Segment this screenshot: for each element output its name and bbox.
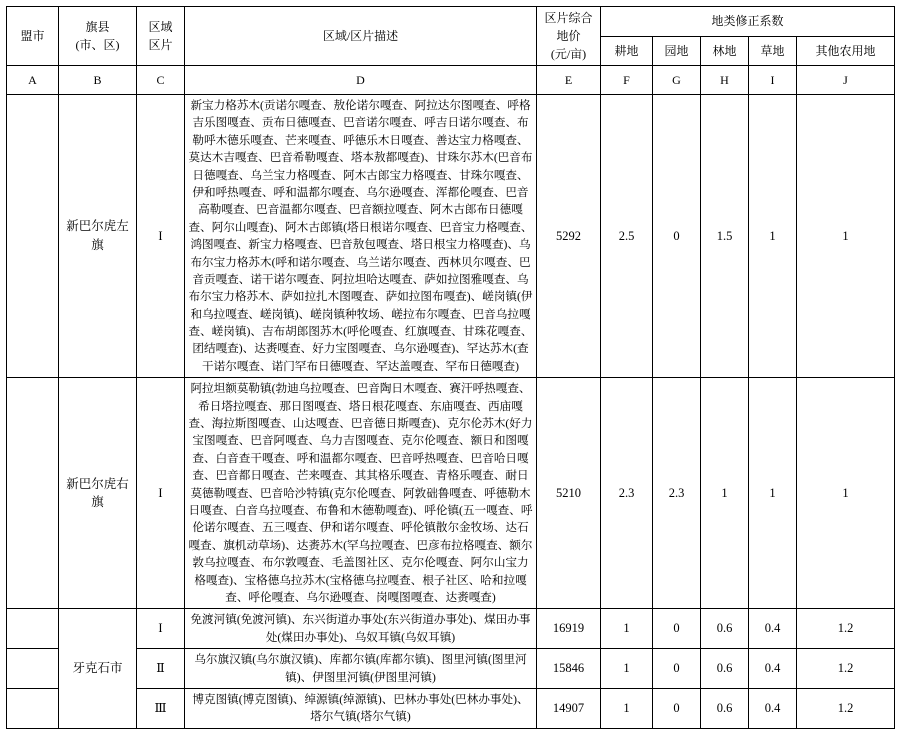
- cell-league: [7, 688, 59, 728]
- letter-b: B: [59, 66, 137, 95]
- cell-zone: Ⅱ: [137, 649, 185, 689]
- cell-coef-garden: 0: [653, 649, 701, 689]
- cell-coef-forest: 1: [701, 378, 749, 609]
- cell-coef-cultivated: 1: [601, 688, 653, 728]
- land-price-table: [6, 6, 895, 729]
- cell-county: 新巴尔虎右旗: [59, 378, 137, 609]
- cell-price: 14907: [537, 688, 601, 728]
- letter-f: F: [601, 66, 653, 95]
- cell-price: 5210: [537, 378, 601, 609]
- cell-description: 免渡河镇(免渡河镇)、东兴街道办事处(东兴街道办事处)、煤田办事处(煤田办事处)、乌奴耳镇(乌奴耳镇): [185, 609, 537, 649]
- letter-h: H: [701, 66, 749, 95]
- cell-description: 新宝力格苏木(贡诺尔嘎查、敖伦诺尔嘎查、阿拉达尔图嘎查、呼格吉乐图嘎查、贡布日德嘎查、巴音诺尔嘎查、呼吉日诺尔嘎查、布勒呼木德乐嘎查、芒来嘎查、呼德乐木日嘎查、善达宝力格嘎查、莫达木吉嘎查、巴音希勒嘎查、塔本敖都嘎查)、甘珠尔苏木(巴音布日德嘎查、乌兰宝力格嘎查、阿木古郎宝力格嘎查、甘珠尔嘎查、伊和呼热嘎查、呼和温都尔嘎查、乌尔逊嘎查、浑都伦嘎查、巴音高勒嘎查、巴音温都尔嘎查、巴音额拉嘎查、阿木古郎布日德嘎查、阿尔山嘎查)、阿木古郎镇(塔日根诺尔嘎查、巴音宝力格嘎查、鸿图嘎查、新宝力格嘎查、巴音敖包嘎查、塔日根宝力格嘎查)、乌布尔宝力格苏木(呼和诺尔嘎查、乌兰诺尔嘎查、西林贝尔嘎查、巴音贡嘎查、诺干诺尔嘎查、阿拉坦哈达嘎查、萨如拉图雅嘎查、乌布尔宝力格苏木、萨如拉扎木图嘎查、萨如拉图布嘎查)、嵯岗镇(伊和乌拉嘎查、嵯岗镇)、嵯岗镇种牧场、嵯拉布尔嘎查、巴音乌拉嘎查、嵯岗镇)、吉布胡郎图苏木(呼伦嘎查、红旗嘎查、甘珠花嘎查、团结嘎查)、达赉嘎查、好力宝图嘎查、乌尔逊嘎查)、罕达苏木(查干诺尔嘎查、诺门罕布日德嘎查、罕达盖嘎查、罕布日德嘎查): [185, 95, 537, 378]
- cell-county: 牙克石市: [59, 609, 137, 728]
- cell-price: 5292: [537, 95, 601, 378]
- cell-coef-other: 1.2: [797, 609, 895, 649]
- table-row: [7, 609, 895, 649]
- letter-g: G: [653, 66, 701, 95]
- cell-coef-cultivated: 2.5: [601, 95, 653, 378]
- header-col-j: 其他农用地: [797, 36, 895, 66]
- cell-coef-other: 1.2: [797, 649, 895, 689]
- letter-a: A: [7, 66, 59, 95]
- cell-coef-other: 1: [797, 95, 895, 378]
- table-row: [7, 378, 895, 609]
- header-col-e: 区片综合 地价 (元/亩): [537, 7, 601, 66]
- cell-zone: Ⅲ: [137, 688, 185, 728]
- cell-coef-other: 1.2: [797, 688, 895, 728]
- header-col-g: 园地: [653, 36, 701, 66]
- cell-coef-cultivated: 2.3: [601, 378, 653, 609]
- cell-description: 乌尔旗汉镇(乌尔旗汉镇)、库都尔镇(库都尔镇)、图里河镇(图里河镇)、伊图里河镇(伊图里河镇): [185, 649, 537, 689]
- cell-league: [7, 609, 59, 649]
- header-coefficient-group: 地类修正系数: [601, 7, 895, 37]
- cell-coef-garden: 0: [653, 688, 701, 728]
- header-col-h: 林地: [701, 36, 749, 66]
- header-col-d: 区域/区片描述: [185, 7, 537, 66]
- cell-coef-garden: 2.3: [653, 378, 701, 609]
- cell-zone: I: [137, 378, 185, 609]
- cell-description: 博克图镇(博克图镇)、绰源镇(绰源镇)、巴林办事处(巴林办事处)、塔尔气镇(塔尔气镇): [185, 688, 537, 728]
- cell-coef-forest: 0.6: [701, 649, 749, 689]
- cell-coef-other: 1: [797, 378, 895, 609]
- header-col-b: 旗县 (市、区): [59, 7, 137, 66]
- cell-zone: I: [137, 609, 185, 649]
- cell-coef-grass: 0.4: [749, 688, 797, 728]
- cell-county: 新巴尔虎左旗: [59, 95, 137, 378]
- letter-j: J: [797, 66, 895, 95]
- header-col-i: 草地: [749, 36, 797, 66]
- table-row: [7, 688, 895, 728]
- cell-coef-cultivated: 1: [601, 649, 653, 689]
- cell-zone: I: [137, 95, 185, 378]
- letter-d: D: [185, 66, 537, 95]
- header-col-a: 盟市: [7, 7, 59, 66]
- cell-coef-cultivated: 1: [601, 609, 653, 649]
- column-letter-row: [7, 66, 895, 95]
- cell-price: 15846: [537, 649, 601, 689]
- cell-price: 16919: [537, 609, 601, 649]
- cell-coef-forest: 0.6: [701, 688, 749, 728]
- header-col-c: 区域 区片: [137, 7, 185, 66]
- cell-coef-forest: 1.5: [701, 95, 749, 378]
- cell-coef-grass: 1: [749, 378, 797, 609]
- cell-league: [7, 95, 59, 378]
- cell-coef-forest: 0.6: [701, 609, 749, 649]
- table-row: [7, 649, 895, 689]
- cell-coef-grass: 0.4: [749, 609, 797, 649]
- cell-coef-garden: 0: [653, 95, 701, 378]
- letter-e: E: [537, 66, 601, 95]
- cell-coef-grass: 1: [749, 95, 797, 378]
- header-col-f: 耕地: [601, 36, 653, 66]
- cell-description: 阿拉坦额莫勒镇(勃迪乌拉嘎查、巴音陶日木嘎查、赛汗呼热嘎查、希日塔拉嘎查、那日图嘎查、塔日根花嘎查、东庙嘎查、西庙嘎查、海拉斯图嘎查、山达嘎查、巴音德日斯嘎查)、克尔伦苏木(好力宝图嘎查、巴音阿嘎查、乌力吉图嘎查、克尔伦嘎查、额日和图嘎查、白音查干嘎查、呼和温都尔嘎查、巴音呼热嘎查、巴音哈日嘎查、巴音都日嘎查、芒来嘎查、其其格乐嘎查、青格乐嘎查、耐日莫德勒嘎查、巴音哈沙特镇(克尔伦嘎查、阿敦础鲁嘎查、呼德勒木日嘎查、白音乌拉嘎查、布鲁和木德勒嘎查)、呼伦镇(五一嘎查、呼伦诺尔嘎查、五三嘎查、伊和诺尔嘎查、呼伦镇散尔金牧场、达石嘎查、旗机动草场)、达赉苏木(罕乌拉嘎查、巴彦布拉格嘎查、额尔敦乌拉嘎查、布尔敦嘎查、毛盖图社区、克尔伦嘎查、阿尔山宝力格嘎查)、宝格德乌拉苏木(宝格德乌拉嘎查、根子社区、哈和拉嘎查、呼伦嘎查、乌尔逊嘎查、岗嘎图嘎查、达赉嘎查): [185, 378, 537, 609]
- table-row: [7, 95, 895, 378]
- letter-i: I: [749, 66, 797, 95]
- letter-c: C: [137, 66, 185, 95]
- cell-coef-garden: 0: [653, 609, 701, 649]
- table-header-row: [7, 7, 895, 37]
- cell-league: [7, 378, 59, 609]
- cell-league: [7, 649, 59, 689]
- cell-coef-grass: 0.4: [749, 649, 797, 689]
